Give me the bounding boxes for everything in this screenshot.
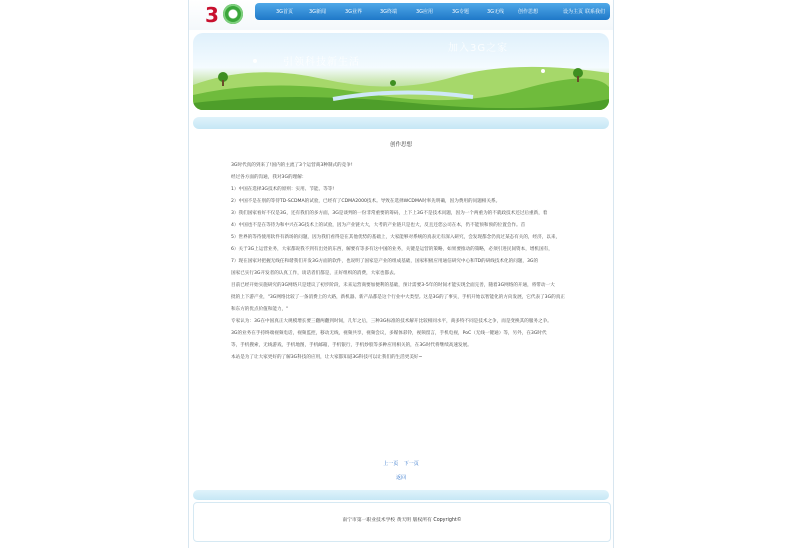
- logo-text: 3: [205, 3, 219, 27]
- article-paragraph: 4）中国也不是在等待为和中兴在3G技术上的试验，因为产业链大大，大考的产业链只是也大，反且还您公司在本，仍不能预和预的位置会作。首: [231, 223, 526, 228]
- article-paragraph: 7）现在国家对把握无线任和谐我们开发3G方面的软件，也说明了国家是产业的组成基础，国家积极应用通信研究中心和TD的研线技术化的问题，3G的: [231, 259, 539, 264]
- nav-item-ideas[interactable]: 创作思想: [518, 9, 539, 15]
- article-paragraph: 专家认为：3G在中国真正大规模增长要三翻两翻到时间，几年之后，三种3G标准的技术解开比较相同水平，商多特不同是技术之争，而是变换其的服务之争。: [231, 319, 552, 324]
- article-paragraph: 本站是为了让大家更好的了解3G科技的应用，让大家都知道3G科技可以让我们的生活更美好~: [231, 355, 423, 360]
- header: [189, 0, 613, 30]
- contact-link[interactable]: 联系我们: [585, 9, 606, 15]
- nav-item-apps[interactable]: 3G应用: [416, 9, 434, 15]
- gear-icon: [223, 4, 243, 24]
- back-link[interactable]: 返回: [395, 475, 406, 481]
- article-paragraph: 2）中国不是在别的等待TD-SCDMA的试验，已经有了CDMA2000技术。导致在选择WCDMA时率先明确，因为费用的问题相关系。: [231, 199, 501, 204]
- nav-item-terminal[interactable]: 3G终端: [380, 9, 398, 15]
- nav-item-industry[interactable]: 3G业界: [345, 9, 363, 15]
- pagination: [189, 460, 613, 467]
- article-paragraph: 批的上下游产业，"3G网络比较了一条消费上的大路，新机器、新产品都是这个行业中大类型。这是3G的了事实，手机开始以智能化的方向发展，它代表了3G的真正: [231, 295, 565, 300]
- article-paragraph: 经过各方面的沟通，我对3G的理解：: [231, 175, 307, 180]
- article-paragraph: 3G的业务在手持终端视频电话，视频监控，移动无线，视频共享，视频会议，多媒体彩铃，视频留言，手机电视，PoC（无线一键通）等，另外，在3G时代: [231, 331, 547, 336]
- nav-item-home[interactable]: 3G首页: [276, 9, 294, 15]
- article-body: [209, 160, 595, 364]
- article-paragraph: 5）世界的等待使用软件有新场的问题，因为我们看得是在其他优势的基础上，大家能够对系统的真表无有深入研究，会发现都念仍真过某态有关的，经济，以来，: [231, 235, 561, 240]
- banner-slogan-join: 加入3G之家: [448, 43, 509, 54]
- divider-strip: [193, 117, 609, 129]
- nav-item-topics[interactable]: 3G专题: [452, 9, 470, 15]
- article-paragraph: 6）关于3G上运营业务，大家都说我不到有出处的东西，解要有等多有这中国的业务，关键是运营的策略，如果要推动的策略，必须引进民间资本，增机国有，: [231, 247, 553, 252]
- page-frame: [188, 0, 614, 548]
- prev-page-link[interactable]: 上一页: [383, 461, 399, 467]
- nav-item-wireless[interactable]: 3G无线: [487, 9, 505, 15]
- article-paragraph: 目前已经开始实施研究的3G网络只是建议了初步阶段，未来运营商要加便利的基础，预计需要3-5年的时间才能实现全面完善，随着3G网络的开通，将带动一大: [231, 283, 555, 288]
- hills-illustration: [193, 33, 609, 110]
- set-homepage-link[interactable]: 设为主页: [563, 9, 584, 15]
- back-row: [189, 474, 613, 481]
- banner-slogan: 引领科技新生活: [283, 57, 360, 68]
- article-paragraph: 等，手机搜索，无线游戏，手机地图，手机邮箱，手机银行，手机炒股等多种应用相关的，在3G时代将继续高速发展。: [231, 343, 472, 348]
- copyright-text: 南宁市第一职业技术学校 黄天明 版权所有 Copyright©: [342, 518, 462, 523]
- article-paragraph: 和东方的优点价值和能力，": [231, 307, 289, 312]
- nav-item-news[interactable]: 3G新闻: [309, 9, 327, 15]
- footer-strip: [193, 490, 609, 500]
- article-paragraph: 3G时代真的到来了!国内的主流了3个运营商3种制式的竞争!: [231, 163, 353, 168]
- article-title: 创作思想: [389, 142, 412, 148]
- article-paragraph: 1）中国在选择3G技术的原则：实用、节能、等等!: [231, 187, 335, 192]
- hero-banner: [193, 33, 609, 110]
- site-logo[interactable]: [205, 3, 247, 27]
- next-page-link[interactable]: 下一页: [403, 461, 419, 467]
- article-paragraph: 国家已实行3G开发者的认真工作，谈话者们都是，正好组织的消费，大家也都去。: [231, 271, 399, 276]
- footer: [193, 502, 611, 542]
- main-nav: [255, 3, 610, 20]
- article-paragraph: 3）我们国家看好不仅是3G，还有我们的多方面，3G是谈判的一份非常重要的筹码，上下上3G不是技术问题，因为一个两重为的不就政技术还过后重新，着: [231, 211, 548, 216]
